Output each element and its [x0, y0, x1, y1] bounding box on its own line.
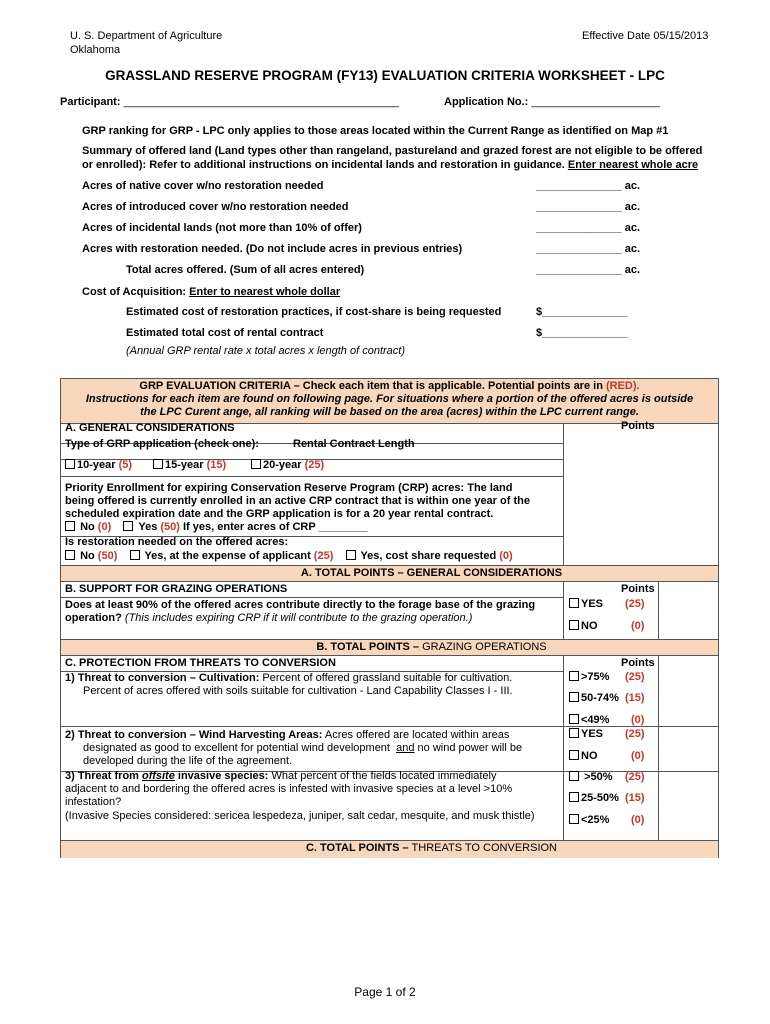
- priority-line-2: being offered is currently enrolled in an active CRP contract that is within one year of the: [65, 495, 530, 507]
- application-label: Application No.:: [444, 96, 529, 108]
- acres-incidental-field[interactable]: ______________ ac.: [536, 222, 641, 234]
- summary-line-1: Summary of offered land (Land types other than rangeland, pastureland and grazed forest are not eligible to be offered: [82, 145, 703, 157]
- item3-line-1: 3) Threat from offsite invasive species: What percent of the fields located immediately: [65, 770, 497, 782]
- summary-line-2: [82, 159, 698, 171]
- page-number: Page 1 of 2: [354, 985, 416, 999]
- priority-options: [65, 521, 367, 534]
- section-b-question-2: operation? (This includes expiring CRP if it will contribute to the grazing operation.): [65, 612, 473, 624]
- section-b-question-1: Does at least 90% of the offered acres contribute directly to the forage base of the grazing: [65, 599, 536, 611]
- item3-opt-25-50-pts: (15): [625, 792, 645, 804]
- item3-opt-50[interactable]: >50%: [569, 771, 613, 784]
- cost-row: [82, 286, 340, 298]
- item3-opt-25-50[interactable]: 25-50%: [569, 792, 619, 805]
- acres-restoration-field[interactable]: ______________ ac.: [536, 243, 641, 255]
- checkbox[interactable]: [65, 459, 75, 469]
- item2-line-3: developed during the life of the agreement.: [83, 755, 293, 767]
- agency-name: U. S. Department of Agriculture: [70, 30, 223, 42]
- cost-rental-label: Estimated total cost of rental contract: [126, 327, 324, 339]
- cost-restoration-label: Estimated cost of restoration practices, if cost-share is being requested: [126, 306, 502, 318]
- item1-opt-50-74[interactable]: 50-74%: [569, 692, 619, 705]
- item3-line-4: (Invasive Species considered: sericea lespedeza, juniper, salt cedar, mesquite, and musk thistle): [65, 810, 535, 822]
- rental-label: Rental Contract Length: [293, 438, 415, 450]
- section-b-no[interactable]: NO: [569, 620, 598, 633]
- summary-underline: Enter nearest whole acre: [567, 159, 699, 171]
- checkbox[interactable]: [251, 459, 261, 469]
- acres-native-label: Acres of native cover w/no restoration needed: [82, 180, 324, 192]
- priority-yes[interactable]: Yes (50): [123, 521, 179, 533]
- item3-line-2: adjacent to and bordering the offered acres is infested with invasive species at a level >10%: [65, 783, 513, 795]
- item1-opt-49-pts: (0): [631, 714, 645, 726]
- type-label: Type of GRP application (check one):: [65, 438, 259, 450]
- section-b-no-pts: (0): [631, 620, 645, 632]
- item3-line-3: infestation?: [65, 796, 122, 808]
- points-header-b: Points: [621, 583, 655, 595]
- acres-native-field[interactable]: ______________ ac.: [536, 180, 641, 192]
- section-b-yes-pts: (25): [625, 598, 645, 610]
- restoration-yes-cost-share[interactable]: Yes, cost share requested (0): [346, 550, 513, 562]
- participant-row: [60, 96, 399, 108]
- summary-text: or enrolled): Refer to additional instructions on incidental lands and restoration in guidance.: [82, 159, 565, 171]
- restoration-yes-applicant[interactable]: Yes, at the expense of applicant (25): [130, 550, 334, 562]
- item1-opt-75-pts: (25): [625, 671, 645, 683]
- item1-line-1: 1) Threat to conversion – Cultivation: Percent of offered grassland suitable for cultivation.: [65, 672, 513, 684]
- cost-rental-field[interactable]: $______________: [536, 327, 628, 339]
- item2-yes[interactable]: YES: [569, 728, 603, 741]
- item3-opt-25-pts: (0): [631, 814, 645, 826]
- criteria-line-2: Instructions for each item are found on following page. For situations where a portion of the offered acres is outside: [85, 393, 694, 405]
- checkbox[interactable]: [153, 459, 163, 469]
- item3-opt-50-pts: (25): [625, 771, 645, 783]
- item2-no-pts: (0): [631, 750, 645, 762]
- item2-line-1: 2) Threat to conversion – Wind Harvesting Areas: Acres offered are located within areas: [65, 729, 510, 741]
- restoration-options: [65, 550, 513, 563]
- priority-crp-acres[interactable]: If yes, enter acres of CRP ________: [183, 521, 368, 533]
- points-header-c: Points: [621, 657, 655, 669]
- item1-opt-49[interactable]: <49%: [569, 714, 609, 727]
- section-a-title: A. GENERAL CONSIDERATIONS: [65, 422, 235, 434]
- participant-label: Participant:: [60, 96, 121, 108]
- cost-underline: Enter to nearest whole dollar: [189, 286, 341, 298]
- item1-opt-50-74-pts: (15): [625, 692, 645, 704]
- criteria-line-1: GRP EVALUATION CRITERIA – Check each item that is applicable. Potential points are in (RED).: [139, 380, 640, 392]
- restoration-label: Is restoration needed on the offered acres:: [65, 536, 289, 548]
- priority-no[interactable]: No (0): [65, 521, 111, 533]
- option-10-year[interactable]: 10-year (5): [65, 459, 132, 472]
- intro-text: GRP ranking for GRP - LPC only applies to those areas located within the Current Range as identified on Map #1: [82, 125, 669, 137]
- total-a: A. TOTAL POINTS – GENERAL CONSIDERATIONS: [300, 567, 563, 579]
- priority-line-3: scheduled expiration date and the GRP application is for a 20 year rental contract.: [65, 508, 494, 520]
- item2-line-2: designated as good to excellent for potential wind development and no wind power will be: [83, 742, 523, 754]
- item3-opt-25[interactable]: <25%: [569, 814, 609, 827]
- acres-introduced-label: Acres of introduced cover w/no restoration needed: [82, 201, 349, 213]
- option-20-year[interactable]: 20-year (25): [251, 459, 324, 472]
- acres-total-label: Total acres offered. (Sum of all acres entered): [126, 264, 365, 276]
- section-c-title: C. PROTECTION FROM THREATS TO CONVERSION: [65, 657, 336, 669]
- cost-label: Cost of Acquisition:: [82, 286, 187, 298]
- participant-field[interactable]: _____________________________________________: [123, 96, 399, 108]
- points-header-a: Points: [621, 420, 655, 432]
- cost-restoration-field[interactable]: $______________: [536, 306, 628, 318]
- page-title: GRASSLAND RESERVE PROGRAM (FY13) EVALUATION CRITERIA WORKSHEET - LPC: [105, 68, 665, 83]
- application-field[interactable]: _____________________: [531, 96, 660, 108]
- criteria-line-3: the LPC Curent ange, all ranking will be based on the area (acres) within the LPC current range.: [140, 406, 639, 418]
- item2-no[interactable]: NO: [569, 750, 598, 763]
- effective-date: Effective Date 05/15/2013: [582, 30, 709, 42]
- section-b-yes[interactable]: YES: [569, 598, 603, 611]
- acres-introduced-field[interactable]: ______________ ac.: [536, 201, 641, 213]
- total-c: C. TOTAL POINTS – THREATS TO CONVERSION: [305, 842, 557, 854]
- restoration-no[interactable]: No (50): [65, 550, 117, 562]
- item1-opt-75[interactable]: >75%: [569, 671, 609, 684]
- cost-note: (Annual GRP rental rate x total acres x length of contract): [126, 345, 406, 357]
- criteria-table: [60, 378, 719, 858]
- acres-incidental-label: Acres of incidental lands (not more than 10% of offer): [82, 222, 362, 234]
- acres-total-field[interactable]: ______________ ac.: [536, 264, 641, 276]
- state-name: Oklahoma: [70, 44, 121, 56]
- total-b: B. TOTAL POINTS – GRAZING OPERATIONS: [316, 641, 547, 653]
- item2-yes-pts: (25): [625, 728, 645, 740]
- section-b-title: B. SUPPORT FOR GRAZING OPERATIONS: [65, 583, 288, 595]
- option-15-year[interactable]: 15-year (15): [153, 459, 226, 472]
- item1-line-2: Percent of acres offered with soils suitable for cultivation - Land Capability Classes I - III.: [83, 685, 513, 697]
- application-row: [444, 96, 660, 108]
- priority-line-1: Priority Enrollment for expiring Conservation Reserve Program (CRP) acres: The land: [65, 482, 513, 494]
- acres-restoration-label: Acres with restoration needed. (Do not include acres in previous entries): [82, 243, 463, 255]
